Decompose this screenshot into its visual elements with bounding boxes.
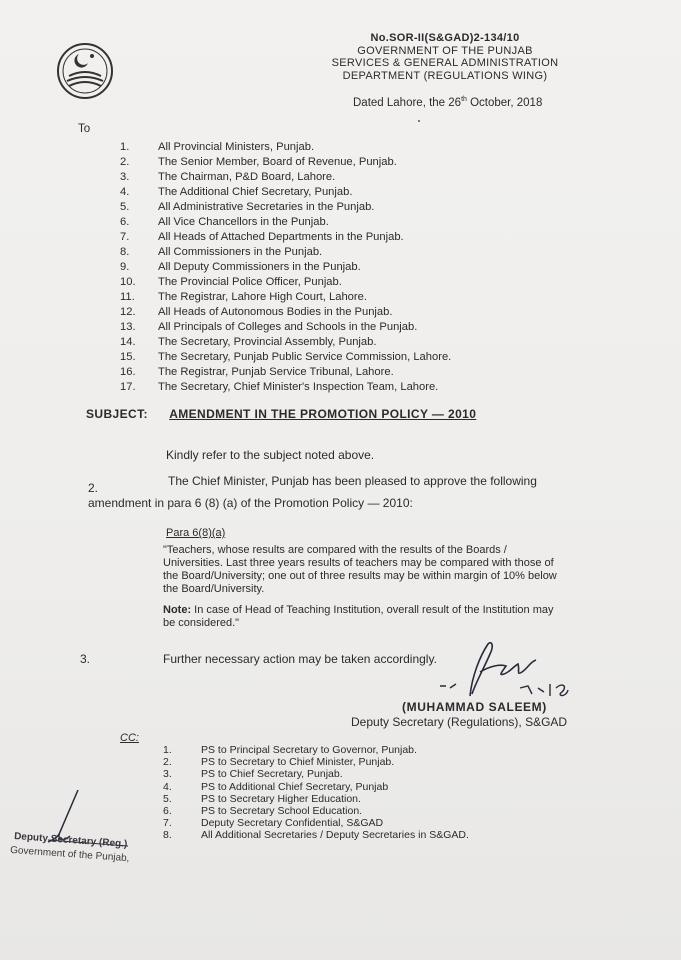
addressee-number: 5.: [120, 201, 130, 213]
amendment-note: [163, 604, 568, 630]
paragraph-3-number: 3.: [80, 652, 91, 666]
addressee-item: [120, 260, 451, 275]
letterhead-line-3: DEPARTMENT (REGULATIONS WING): [342, 69, 548, 82]
addressee-text: All Principals of Colleges and Schools in the Punjab.: [158, 321, 418, 333]
addressee-text: All Heads of Attached Departments in the Punjab.: [158, 231, 404, 243]
addressee-text: The Secretary, Punjab Public Service Commission, Lahore.: [158, 351, 452, 363]
cc-text: PS to Chief Secretary, Punjab.: [201, 768, 343, 781]
addressee-number: 11.: [120, 291, 135, 303]
addressee-text: The Senior Member, Board of Revenue, Punjab.: [158, 156, 397, 168]
addressee-number: 17.: [120, 381, 136, 393]
cc-number: 1.: [163, 744, 172, 756]
cc-item: [163, 805, 469, 817]
cc-item: [163, 817, 469, 829]
signatory-designation: Deputy Secretary (Regulations), S&GAD: [351, 715, 568, 729]
cc-number: 8.: [163, 829, 172, 842]
paragraph-2-line-2: amendment in para 6 (8) (a) of the Promotion Policy — 2010:: [88, 496, 413, 510]
addressee-text: All Deputy Commissioners in the Punjab.: [158, 261, 361, 273]
cc-text: All Additional Secretaries / Deputy Secretaries in S&GAD.: [201, 829, 469, 842]
note-text: In case of Head of Teaching Institution, overall result of the Institution may be considered.": [163, 604, 554, 629]
letter-date: Dated Lahore, the 26th October, 2018: [353, 96, 543, 109]
addressee-text: The Secretary, Provincial Assembly, Punjab.: [158, 336, 377, 348]
addressee-item: [120, 200, 451, 215]
paragraph-2-line-1: The Chief Minister, Punjab has been pleased to approve the following: [168, 474, 537, 488]
addressee-number: 13.: [120, 321, 136, 333]
addressee-number: 16.: [120, 366, 136, 378]
addressee-item: [120, 185, 451, 200]
cc-text: PS to Secretary to Chief Minister, Punjab.: [201, 756, 395, 769]
amendment-text: "Teachers, whose results are compared with the results of the Boards / Universities. Last three years results of teachers may be compared with those of the Board/University; one out of three results may be within margin of 10% below the Board/University.: [163, 544, 557, 595]
addressee-number: 14.: [120, 336, 136, 348]
addressee-item: [120, 140, 451, 155]
letterhead-line-2: SERVICES & GENERAL ADMINISTRATION: [331, 57, 559, 69]
addressee-item: [120, 170, 451, 185]
cc-item: [163, 781, 469, 793]
addressee-item: [120, 335, 451, 350]
addressee-text: All Administrative Secretaries in the Punjab.: [158, 201, 375, 213]
addressee-text: All Commissioners in the Punjab.: [158, 246, 323, 258]
addressee-number: 3.: [120, 171, 130, 183]
signatory-name: (MUHAMMAD SALEEM): [402, 700, 547, 714]
signature-icon: [410, 636, 580, 706]
addressee-text: The Registrar, Lahore High Court, Lahore.: [158, 291, 367, 303]
addressee-number: 4.: [120, 186, 130, 198]
letterhead-line-1: GOVERNMENT OF THE PUNJAB: [357, 44, 533, 57]
addressee-text: The Secretary, Chief Minister's Inspection Team, Lahore.: [158, 381, 439, 393]
cc-number: 5.: [163, 792, 172, 805]
addressee-item: [120, 365, 451, 380]
addressee-item: [120, 230, 451, 245]
addressee-text: All Provincial Ministers, Punjab.: [158, 141, 315, 153]
subject-line: [86, 407, 476, 421]
paragraph-2-number: 2.: [88, 481, 99, 495]
addressee-item: [120, 380, 451, 395]
cc-item: [163, 744, 469, 756]
stamp-line-1: Deputy Secretary (Reg.): [13, 831, 128, 850]
stamp-line-2: Government of the Punjab,: [9, 844, 130, 865]
addressee-number: 15.: [120, 351, 136, 363]
addressee-text: The Chairman, P&D Board, Lahore.: [158, 171, 336, 183]
subject-label: SUBJECT:: [86, 407, 148, 421]
subject-text: AMENDMENT IN THE PROMOTION POLICY — 2010: [169, 407, 477, 421]
addressee-item: [120, 290, 451, 305]
addressee-list: [120, 140, 451, 395]
addressee-text: The Provincial Police Officer, Punjab.: [158, 276, 342, 288]
addressee-number: 2.: [120, 156, 130, 168]
addressee-text: All Heads of Autonomous Bodies in the Punjab.: [158, 306, 393, 318]
to-label: To: [78, 123, 91, 135]
paragraph-1: Kindly refer to the subject noted above.: [166, 448, 375, 462]
cc-number: 7.: [163, 817, 172, 830]
letterhead: [300, 32, 590, 82]
addressee-item: [120, 215, 451, 230]
addressee-text: All Vice Chancellors in the Punjab.: [158, 216, 329, 228]
cc-item: [163, 768, 469, 780]
addressee-number: 9.: [120, 261, 130, 273]
addressee-item: [120, 245, 451, 260]
cc-number: 3.: [163, 768, 172, 781]
reference-number: No.SOR-II(S&GAD)2-134/10: [370, 32, 520, 44]
cc-number: 4.: [163, 780, 172, 793]
addressee-number: 10.: [120, 276, 136, 288]
cc-item: [163, 793, 469, 805]
cc-text: PS to Additional Chief Secretary, Punjab: [201, 780, 389, 793]
addressee-item: [120, 275, 451, 290]
cc-text: Deputy Secretary Confidential, S&GAD: [201, 817, 384, 830]
paragraph-3: Further necessary action may be taken accordingly.: [163, 652, 437, 666]
cc-item: [163, 829, 469, 841]
cc-text: PS to Secretary School Education.: [201, 805, 363, 818]
amendment-heading: Para 6(8)(a): [166, 527, 226, 539]
cc-text: PS to Principal Secretary to Governor, Punjab.: [201, 744, 417, 756]
punjab-emblem-icon: [55, 40, 115, 102]
addressee-item: [120, 305, 451, 320]
addressee-item: [120, 350, 451, 365]
addressee-text: The Registrar, Punjab Service Tribunal, Lahore.: [158, 366, 394, 378]
addressee-number: 12.: [120, 306, 136, 318]
addressee-item: [120, 320, 451, 335]
addressee-number: 7.: [120, 231, 130, 243]
addressee-text: The Additional Chief Secretary, Punjab.: [158, 186, 353, 198]
addressee-item: [120, 155, 451, 170]
ink-dot: [418, 120, 420, 122]
cc-label: CC:: [120, 732, 139, 744]
note-label: Note:: [163, 604, 192, 616]
addressee-number: 1.: [120, 141, 130, 153]
cc-number: 6.: [163, 805, 172, 818]
cc-list: [163, 744, 469, 842]
cc-item: [163, 756, 469, 768]
addressee-number: 8.: [120, 246, 130, 258]
addressee-number: 6.: [120, 216, 130, 228]
cc-text: PS to Secretary Higher Education.: [201, 792, 361, 805]
cc-number: 2.: [163, 756, 172, 769]
